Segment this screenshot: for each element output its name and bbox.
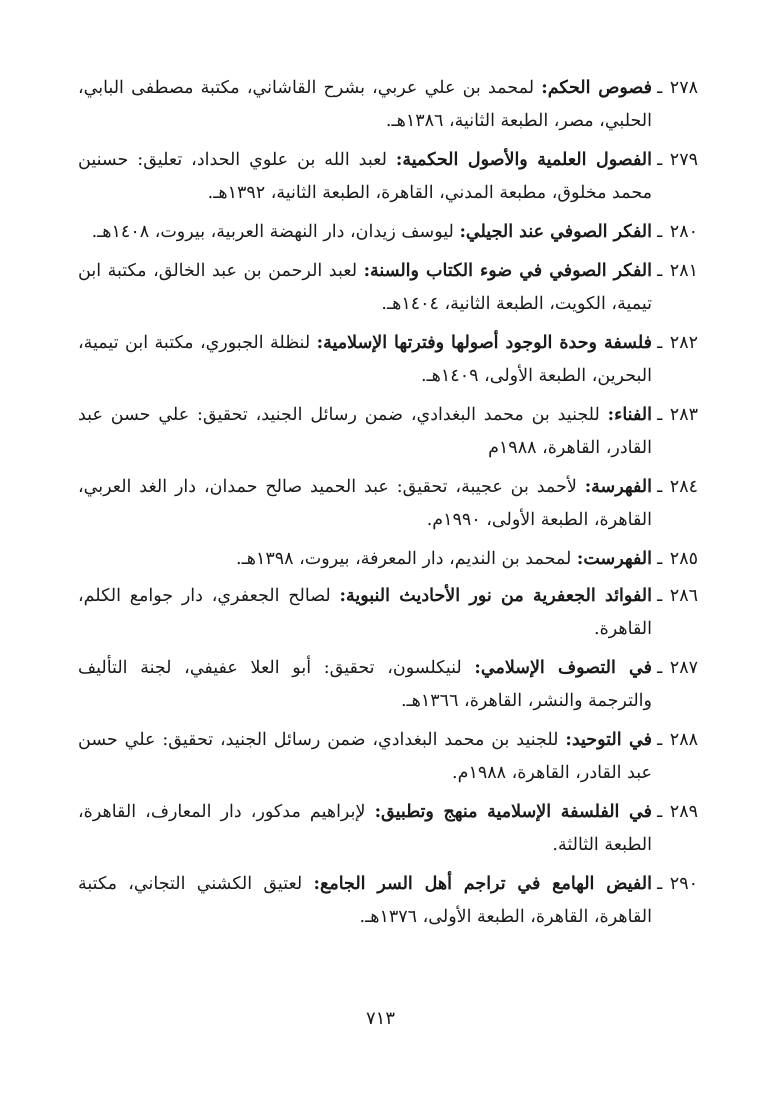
entry-details: لمحمد بن علي عربي، بشرح القاشاني، مكتبة مصطفى البابي، الحلبي، مصر، الطبعة الثانية، ١٣٨٦هـ. bbox=[78, 78, 652, 131]
entry-number: ٢٨٣ ـ bbox=[657, 405, 698, 425]
entry-details: لمحمد بن النديم، دار المعرفة، بيروت، ١٣٩٨هـ. bbox=[236, 549, 572, 569]
bibliography-entry: ٢٨٩ ـ في الفلسفة الإسلامية منهج وتطبيق: لإبراهيم مدكور، دار المعارف، القاهرة، الطبعة الثالثة. bbox=[78, 796, 698, 862]
entry-number: ٢٨٧ ـ bbox=[657, 658, 698, 678]
entry-title: فلسفة وحدة الوجود أصولها وفترتها الإسلامية bbox=[323, 333, 652, 353]
bibliography-entry: ٢٩٠ ـ الفيض الهامع في تراجم أهل السر الجامع: لعتيق الكشني التجاني، مكتبة القاهرة، القاهرة، الطبعة الأولى، ١٣٧٦هـ. bbox=[78, 868, 698, 934]
entry-details: للجنيد بن محمد البغدادي، ضمن رسائل الجنيد، تحقيق: علي حسن عبد القادر، القاهرة، ١٩٨٨م. bbox=[78, 730, 652, 783]
entry-number: ٢٨٨ ـ bbox=[657, 730, 698, 750]
entry-details: لعتيق الكشني التجاني، مكتبة القاهرة، القاهرة، الطبعة الأولى، ١٣٧٦هـ. bbox=[78, 874, 652, 927]
entry-number: ٢٨١ ـ bbox=[657, 261, 698, 281]
entry-number: ٢٨٢ ـ bbox=[657, 333, 698, 353]
entry-number: ٢٧٩ ـ bbox=[657, 150, 698, 170]
entry-number: ٢٩٠ ـ bbox=[657, 874, 698, 894]
bibliography-entry: ٢٨١ ـ الفكر الصوفي في ضوء الكتاب والسنة: لعبد الرحمن بن عبد الخالق، مكتبة ابن تيمية، الكويت، الطبعة الثانية، ١٤٠٤هـ. bbox=[78, 255, 698, 321]
bibliography-list bbox=[78, 72, 698, 940]
bibliography-entry: ٢٨٤ ـ الفهرسة: لأحمد بن عجيبة، تحقيق: عبد الحميد صالح حمدان، دار الغد العربي، القاهرة، الطبعة الأولى، ١٩٩٠م. bbox=[78, 471, 698, 537]
entry-title: في الفلسفة الإسلامية منهج وتطبيق bbox=[381, 802, 652, 822]
bibliography-entry: ٢٧٨ ـ فصوص الحكم: لمحمد بن علي عربي، بشرح القاشاني، مكتبة مصطفى البابي، الحلبي، مصر، الطبعة الثانية، ١٣٨٦هـ. bbox=[78, 72, 698, 138]
entry-details: لعبد الله بن علوي الحداد، تعليق: حسنين محمد مخلوق، مطبعة المدني، القاهرة، الطبعة الثانية، ١٣٩٢هـ. bbox=[78, 150, 652, 203]
bibliography-entry: ٢٨٢ ـ فلسفة وحدة الوجود أصولها وفترتها الإسلامية: لنظلة الجبوري، مكتبة ابن تيمية، البحرين، الطبعة الأولى، ١٤٠٩هـ. bbox=[78, 327, 698, 393]
entry-details: لأحمد بن عجيبة، تحقيق: عبد الحميد صالح حمدان، دار الغد العربي، القاهرة، الطبعة الأولى، ١٩٩٠م. bbox=[78, 477, 652, 530]
entry-details: للجنيد بن محمد البغدادي، ضمن رسائل الجنيد، تحقيق: علي حسن عبد القادر، القاهرة، ١٩٨٨م bbox=[78, 405, 652, 458]
entry-title: الفناء bbox=[614, 405, 652, 425]
bibliography-entry: ٢٨٣ ـ الفناء: للجنيد بن محمد البغدادي، ضمن رسائل الجنيد، تحقيق: علي حسن عبد القادر، القاهرة، ١٩٨٨م bbox=[78, 399, 698, 465]
bibliography-entry: ٢٧٩ ـ الفصول العلمية والأصول الحكمية: لعبد الله بن علوي الحداد، تعليق: حسنين محمد مخلوق، مطبعة المدني، القاهرة، الطبعة الثانية، ١٣٩٢هـ. bbox=[78, 144, 698, 210]
entry-details: لنيكلسون، تحقيق: أبو العلا عفيفي، لجنة التأليف والترجمة والنشر، القاهرة، ١٣٦٦هـ. bbox=[78, 658, 652, 711]
entry-details: لإبراهيم مدكور، دار المعارف، القاهرة، الطبعة الثالثة. bbox=[78, 802, 652, 855]
entry-number: ٢٨٥ ـ bbox=[657, 549, 698, 569]
bibliography-entry: ٢٨٦ ـ الفوائد الجعفرية من نور الأحاديث النبوية: لصالح الجعفري، دار جوامع الكلم، القاهرة. bbox=[78, 580, 698, 646]
entry-title: الفهرست bbox=[583, 549, 652, 569]
entry-title: الفهرسة bbox=[591, 477, 652, 497]
entry-number: ٢٨٤ ـ bbox=[657, 477, 698, 497]
entry-number: ٢٨٦ ـ bbox=[657, 586, 698, 606]
entry-details: لعبد الرحمن بن عبد الخالق، مكتبة ابن تيمية، الكويت، الطبعة الثانية، ١٤٠٤هـ. bbox=[78, 261, 652, 314]
entry-title: الفصول العلمية والأصول الحكمية bbox=[402, 150, 652, 170]
entry-title: الفيض الهامع في تراجم أهل السر الجامع bbox=[320, 874, 652, 894]
bibliography-entry: ٢٨٥ ـ الفهرست: لمحمد بن النديم، دار المعرفة، بيروت، ١٣٩٨هـ. bbox=[78, 543, 698, 576]
page-number: ٧١٣ bbox=[365, 1008, 395, 1029]
entry-title: الفوائد الجعفرية من نور الأحاديث النبوية bbox=[345, 586, 652, 606]
entry-number: ٢٨٩ ـ bbox=[657, 802, 698, 822]
entry-details: ليوسف زيدان، دار النهضة العربية، بيروت، ١٤٠٨هـ. bbox=[91, 222, 454, 242]
entry-title: في التصوف الإسلامي bbox=[480, 658, 652, 678]
entry-details: لنظلة الجبوري، مكتبة ابن تيمية، البحرين، الطبعة الأولى، ١٤٠٩هـ. bbox=[78, 333, 652, 386]
bibliography-entry: ٢٨٠ ـ الفكر الصوفي عند الجيلي: ليوسف زيدان، دار النهضة العربية، بيروت، ١٤٠٨هـ. bbox=[78, 216, 698, 249]
entry-title: الفكر الصوفي في ضوء الكتاب والسنة bbox=[370, 261, 652, 281]
entry-details: لصالح الجعفري، دار جوامع الكلم، القاهرة. bbox=[78, 586, 652, 639]
bibliography-entry: ٢٨٧ ـ في التصوف الإسلامي: لنيكلسون، تحقيق: أبو العلا عفيفي، لجنة التأليف والترجمة والنشر، القاهرة، ١٣٦٦هـ. bbox=[78, 652, 698, 718]
entry-title: الفكر الصوفي عند الجيلي bbox=[465, 222, 652, 242]
entry-number: ٢٨٠ ـ bbox=[657, 222, 698, 242]
bibliography-entry: ٢٨٨ ـ في التوحيد: للجنيد بن محمد البغدادي، ضمن رسائل الجنيد، تحقيق: علي حسن عبد القادر، القاهرة، ١٩٨٨م. bbox=[78, 724, 698, 790]
entry-number: ٢٧٨ ـ bbox=[657, 78, 698, 98]
entry-title: فصوص الحكم bbox=[547, 78, 652, 98]
entry-title: في التوحيد bbox=[571, 730, 652, 750]
